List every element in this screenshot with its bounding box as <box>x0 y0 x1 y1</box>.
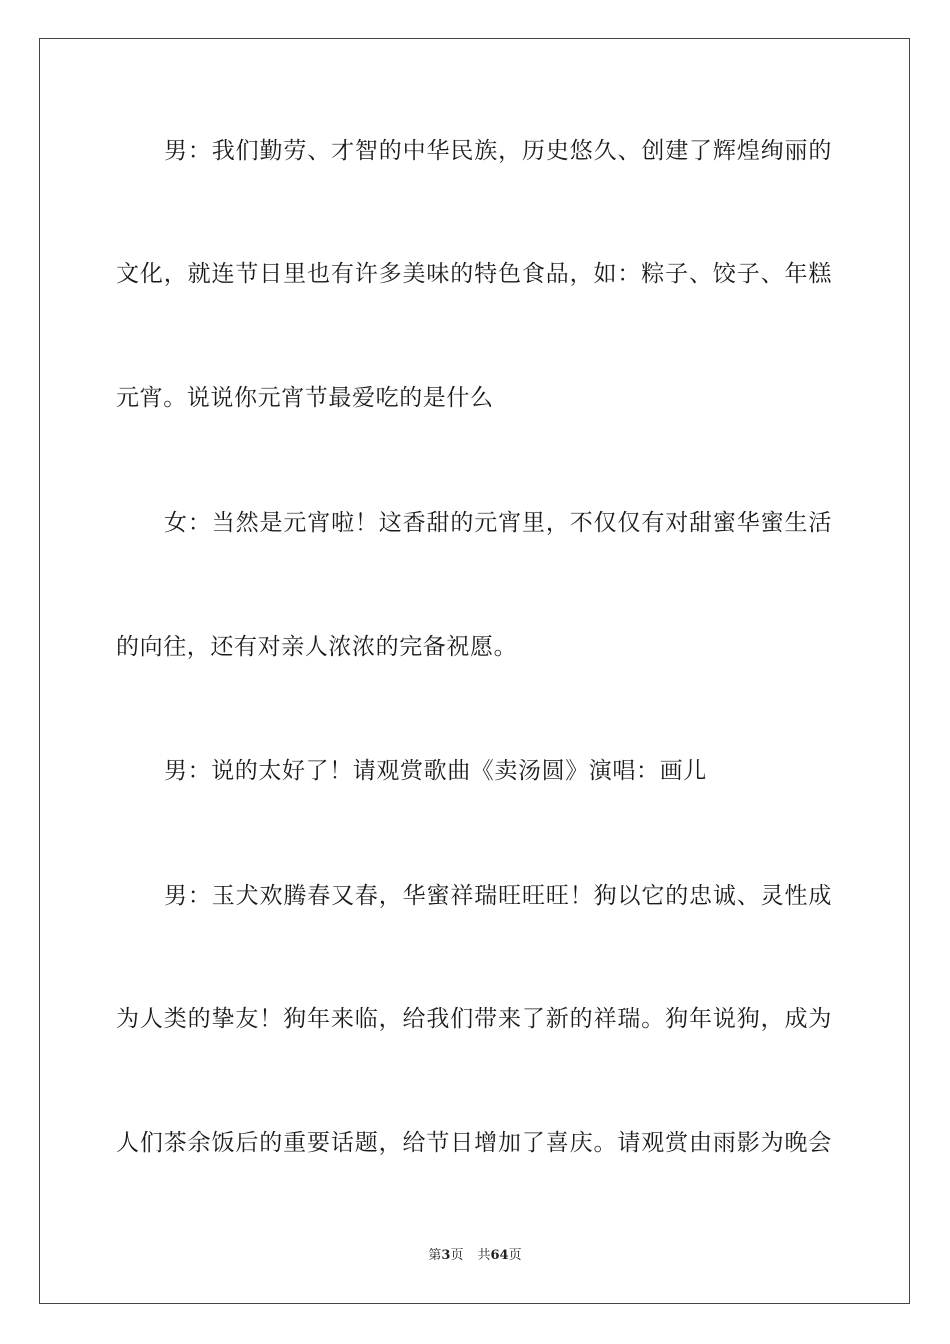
text-line-6: 男：说的太好了！请观赏歌曲《卖汤圆》演唱：画儿 <box>164 758 707 784</box>
text-line-5: 的向往，还有对亲人浓浓的完备祝愿。 <box>116 634 518 660</box>
text-line-1: 男：我们勤劳、才智的中华民族，历史悠久、创建了辉煌绚丽的 <box>164 138 832 164</box>
page-number: 3 <box>441 1248 451 1263</box>
page-suffix: 页 <box>450 1248 464 1263</box>
text-line-3: 元宵。说说你元宵节最爱吃的是什么 <box>116 385 494 411</box>
total-suffix: 页 <box>508 1248 522 1263</box>
text-line-8: 为人类的挚友！狗年来临，给我们带来了新的祥瑞。狗年说狗，成为 <box>116 1006 832 1032</box>
text-line-4: 女：当然是元宵啦！这香甜的元宵里，不仅仅有对甜蜜华蜜生活 <box>164 510 832 536</box>
page-footer <box>0 1247 950 1265</box>
text-line-9: 人们茶余饭后的重要话题，给节日增加了喜庆。请观赏由雨影为晚会 <box>116 1130 832 1156</box>
page-border <box>39 38 910 1304</box>
text-line-7: 男：玉犬欢腾春又春，华蜜祥瑞旺旺旺！狗以它的忠诚、灵性成 <box>164 883 832 909</box>
total-pages: 64 <box>490 1248 509 1263</box>
page-prefix: 第 <box>428 1248 442 1263</box>
total-prefix: 共 <box>477 1248 491 1263</box>
text-line-2: 文化，就连节日里也有许多美味的特色食品，如：粽子、饺子、年糕 <box>116 261 832 287</box>
